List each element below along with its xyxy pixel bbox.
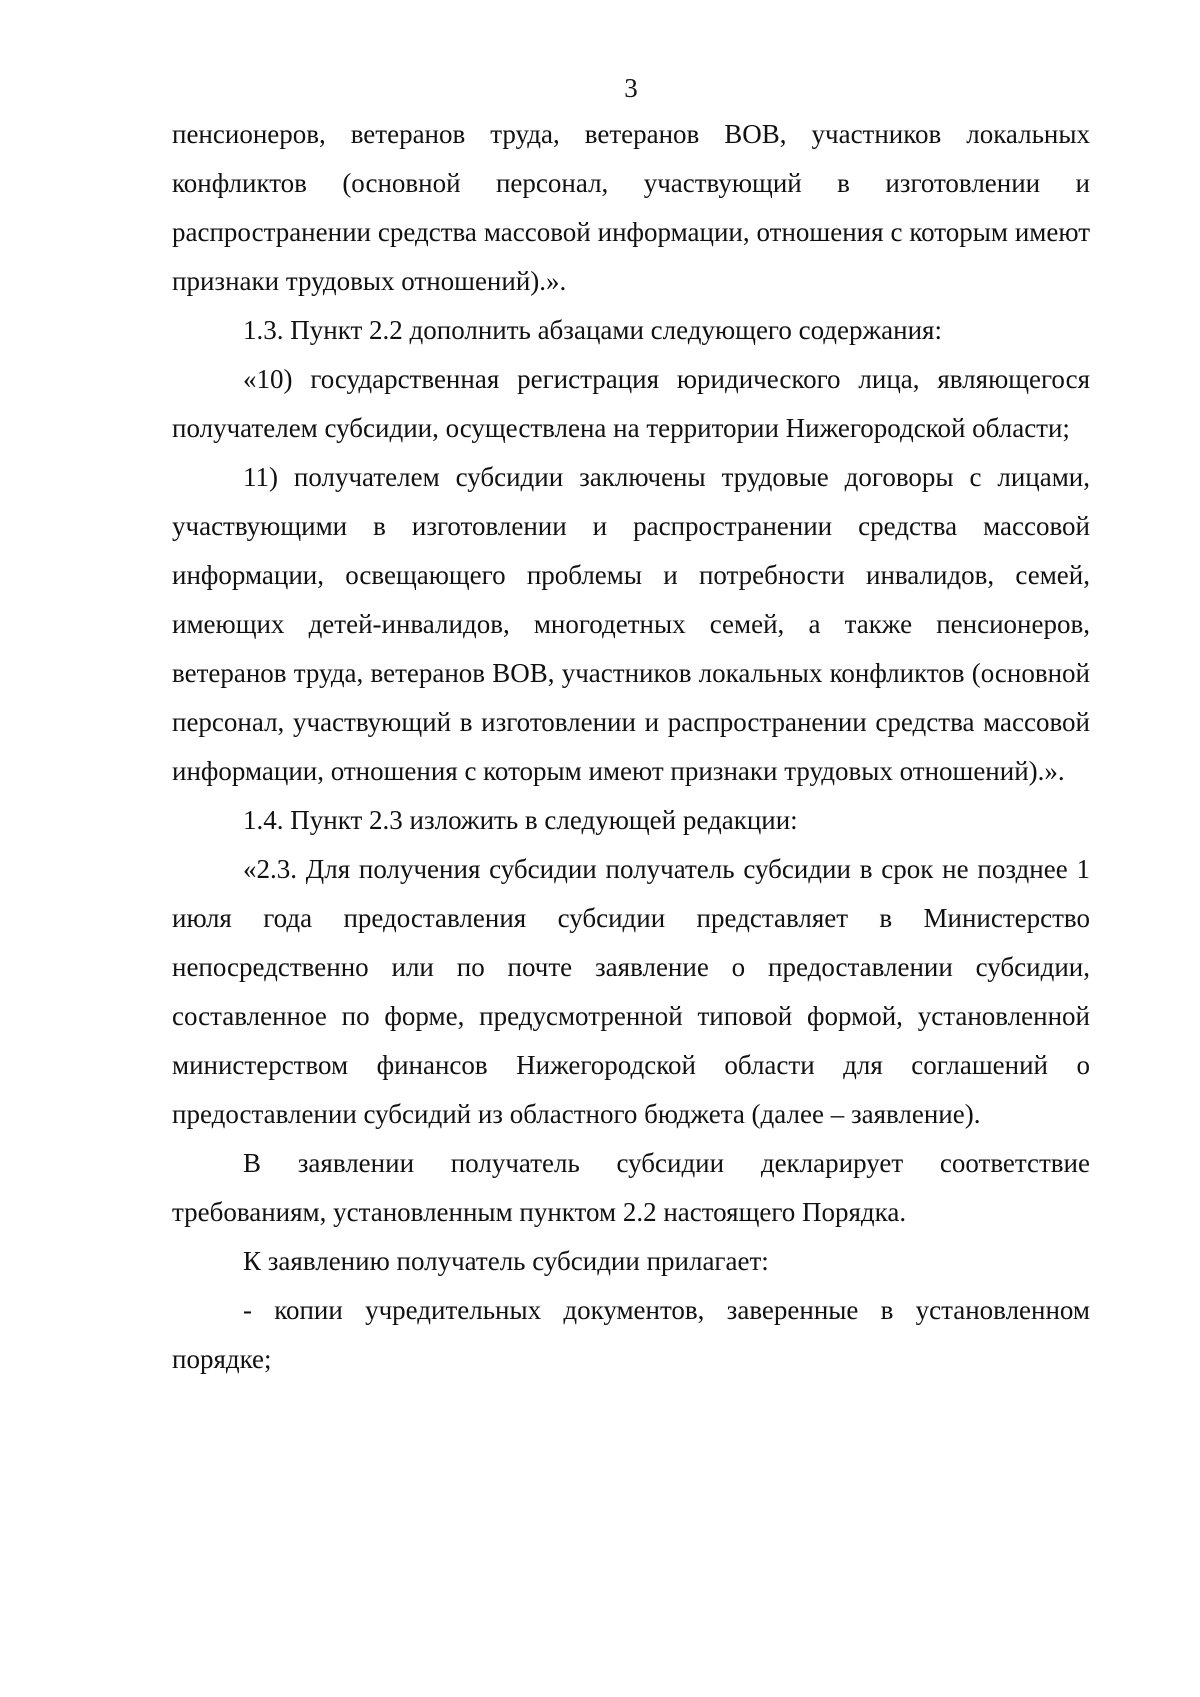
paragraph-declaration: В заявлении получатель субсидии декларирует соответствие требованиям, установленным пунктом 2.2 настоящего Порядка. [172,1148,1090,1227]
paragraph-attachment-copies: - копии учредительных документов, заверенные в установленном порядке; [172,1295,1090,1374]
paragraph-continuation: пенсионеров, ветеранов труда, ветеранов ВОВ, участников локальных конфликтов (основной персонал, участвующий в изготовлении и распространении средства массовой информации, отношения с которым имеют признаки трудовых отношений).». [172,119,1090,296]
paragraph-item-1-4: 1.4. Пункт 2.3 изложить в следующей редакции: [243,805,798,835]
paragraph-item-1-3: 1.3. Пункт 2.2 дополнить абзацами следующего содержания: [243,315,942,345]
document-body [172,110,1090,1384]
page-number: 3 [624,73,638,103]
paragraph-attachments-intro: К заявлению получатель субсидии прилагает: [243,1246,769,1276]
paragraph-subitem-10: «10) государственная регистрация юридического лица, являющегося получателем субсидии, осуществлена на территории Нижегородской области; [172,364,1090,443]
paragraph-clause-2-3: «2.3. Для получения субсидии получатель субсидии в срок не позднее 1 июля года предоставления субсидии представляет в Министерство непосредственно или по почте заявление о предоставлении субсидии, составленное по форме, предусмотренной типовой формой, установленной министерством финансов Нижегородской области для соглашений о предоставлении субсидий из областного бюджета (далее – заявление). [172,854,1090,1129]
paragraph-subitem-11: 11) получателем субсидии заключены трудовые договоры с лицами, участвующими в изготовлении и распространении средства массовой информации, освещающего проблемы и потребности инвалидов, семей, имеющих детей-инвалидов, многодетных семей, а также пенсионеров, ветеранов труда, ветеранов ВОВ, участников локальных конфликтов (основной персонал, участвующий в изготовлении и распространении средства массовой информации, отношения с которым имеют признаки трудовых отношений).». [172,462,1090,786]
